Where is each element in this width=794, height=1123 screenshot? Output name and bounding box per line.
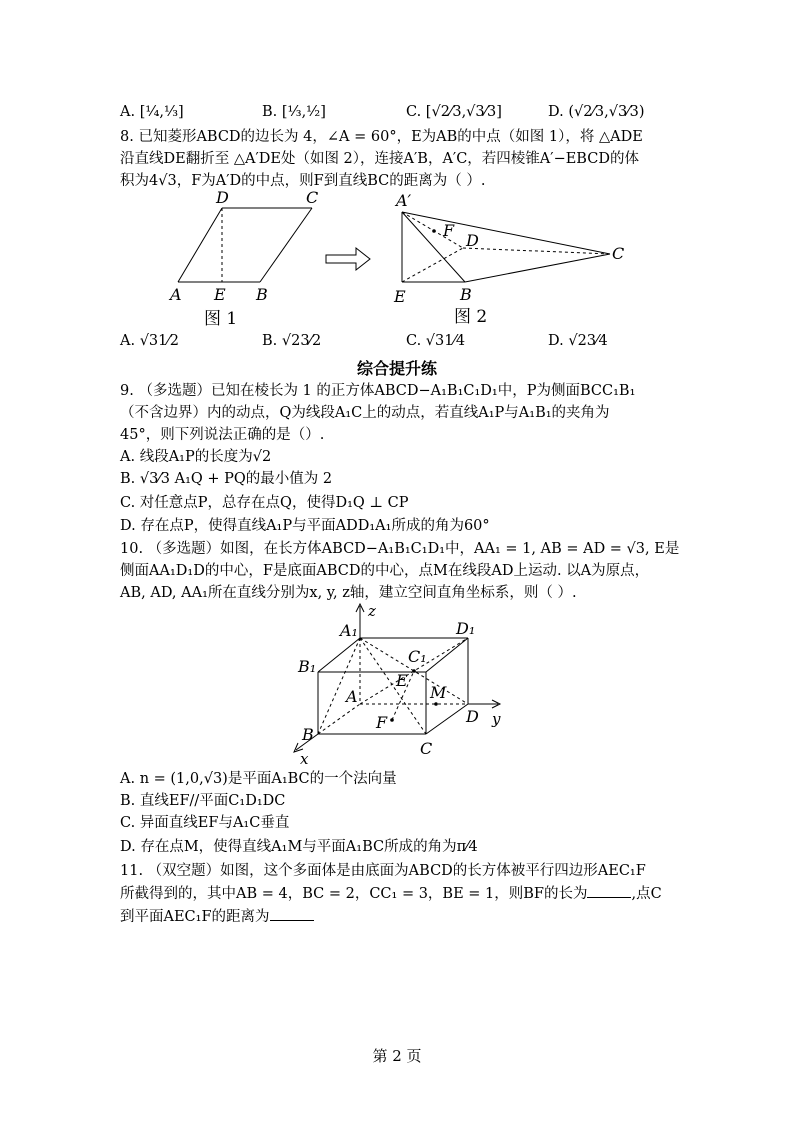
fig2-label-f: F <box>443 221 455 240</box>
q8-option-d: D. √23⁄4 <box>548 333 608 349</box>
fig1-label-b: B <box>256 285 268 304</box>
q10-option-c: C. 异面直线EF与A₁C垂直 <box>120 815 290 831</box>
q11-line3-text: 到平面AEC₁F的距离为 <box>120 909 270 925</box>
q9-option-c: C. 对任意点P，总存在点Q，使得D₁Q ⊥ CP <box>120 495 409 511</box>
q9-option-d: D. 存在点P，使得直线A₁P与平面ADD₁A₁所成的角为60° <box>120 518 490 534</box>
q11-line2 <box>120 883 662 905</box>
q9-line3: 45°，则下列说法正确的是（）. <box>120 427 325 443</box>
q8-figure2 <box>393 191 624 327</box>
fig2-label-e: E <box>394 287 406 306</box>
label-y: y <box>492 710 501 728</box>
q11-line2-tail: ,点C <box>631 886 662 902</box>
fig1-caption: 图 1 <box>204 309 238 329</box>
q7-option-d: D. (√2⁄3,√3⁄3) <box>548 104 645 120</box>
fig2-label-c: C <box>612 244 625 263</box>
q9-option-b: B. √3⁄3 A₁Q + PQ的最小值为 2 <box>120 471 333 487</box>
q8-line1: 8. 已知菱形ABCD的边长为 4，∠A = 60°，E为AB的中点（如图 1），将 △ADE <box>120 129 643 145</box>
q10-option-b: B. 直线EF//平面C₁D₁DC <box>120 793 286 809</box>
q10-line3: AB, AD, AA₁所在直线分别为x, y, z轴，建立空间直角坐标系，则（ ）. <box>120 585 577 601</box>
q10-option-d: D. 存在点M，使得直线A₁M与平面A₁BC所成的角为π⁄4 <box>120 839 478 855</box>
label-a: A <box>346 687 358 706</box>
q8-options <box>120 330 680 352</box>
q7-option-c: C. [√2⁄3,√3⁄3] <box>406 104 502 120</box>
label-f: F <box>376 713 388 732</box>
q11-line3 <box>120 906 314 928</box>
edge-ac <box>402 212 610 254</box>
fig2-label-d: D <box>466 231 479 250</box>
q8-line2: 沿直线DE翻折至 △A′DE处（如图 2），连接A′B，A′C，若四棱锥A′−EBCD的体 <box>120 151 639 167</box>
edge-da <box>178 208 222 282</box>
label-d: D <box>466 707 479 726</box>
edge-ba-dashed <box>318 704 360 734</box>
q10-option-a: A. n = (1,0,√3)是平面A₁BC的一个法向量 <box>120 771 397 787</box>
q7-option-b: B. [¹⁄₃,¹⁄₂] <box>262 104 326 120</box>
point-f <box>432 229 436 233</box>
label-c: C <box>420 739 433 758</box>
fig2-label-a: A′ <box>396 191 412 210</box>
edge-bc2 <box>465 254 610 282</box>
q8-option-c: C. √31⁄4 <box>406 333 466 349</box>
q8-figure1 <box>168 188 318 329</box>
fig2-label-b: B <box>460 285 472 304</box>
q11-answer-blank-1[interactable] <box>587 883 631 898</box>
q8-option-a: A. √31⁄2 <box>120 333 180 349</box>
fig1-label-a: A <box>170 285 182 304</box>
edge-cd <box>426 704 468 734</box>
label-x: x <box>300 750 309 768</box>
q7-options <box>120 101 680 123</box>
label-b1: B₁ <box>298 657 317 676</box>
point-e <box>412 669 416 673</box>
point-f <box>390 718 394 722</box>
q8-line3: 积为4√3，F为A′D的中点，则F到直线BC的距离为（ ）. <box>120 173 486 189</box>
label-m: M <box>430 683 447 702</box>
edge-c1d1 <box>426 638 468 672</box>
q10-line2: 侧面AA₁D₁D的中心，F是底面ABCD的中心，点M在线段AD上运动. 以A为原点， <box>120 563 650 579</box>
edge-b1a1 <box>318 638 360 672</box>
section-title: 综合提升练 <box>356 359 437 378</box>
q11-line1: 11. （双空题）如图，这个多面体是由底面为ABCD的长方体被平行四边形AEC₁F <box>120 863 646 879</box>
label-a1: A₁ <box>340 621 358 640</box>
label-z: z <box>368 602 376 620</box>
label-c1: C₁ <box>408 647 427 666</box>
fig1-label-c: C <box>306 188 319 207</box>
q10-figure <box>286 600 516 770</box>
arrow-icon <box>326 248 370 270</box>
q11-answer-blank-2[interactable] <box>270 906 314 921</box>
edge-ed-dashed <box>402 248 463 282</box>
label-b: B <box>302 725 314 744</box>
q11-line2-text: 所截得到的，其中AB = 4，BC = 2，CC₁ = 3，BE = 1，则BF的长为 <box>120 886 588 902</box>
fig1-label-d: D <box>216 188 229 207</box>
q9-line2: （不含边界）内的动点，Q为线段A₁C上的动点，若直线A₁P与A₁B₁的夹角为 <box>120 405 610 421</box>
q8-figure <box>160 186 640 332</box>
label-e: E <box>396 671 408 690</box>
q10-line1: 10. （多选题）如图，在长方体ABCD−A₁B₁C₁D₁中，AA₁ = 1, AB = AD = √3, E是 <box>120 541 680 557</box>
q7-option-a: A. [¹⁄₄,¹⁄₃] <box>120 104 184 120</box>
q9-option-a: A. 线段A₁P的长度为√2 <box>120 449 272 465</box>
q9-line1: 9. （多选题）已知在棱长为 1 的正方体ABCD−A₁B₁C₁D₁中，P为侧面BCC₁B₁ <box>120 383 636 399</box>
label-d1: D₁ <box>456 619 476 638</box>
edge-dc-dashed <box>463 248 610 254</box>
point-m <box>434 702 438 706</box>
q8-option-b: B. √23⁄2 <box>262 333 322 349</box>
fig2-caption: 图 2 <box>454 307 488 327</box>
edge-bc <box>260 208 312 282</box>
fig1-label-e: E <box>214 285 226 304</box>
page-number: 第 2 页 <box>372 1047 422 1065</box>
